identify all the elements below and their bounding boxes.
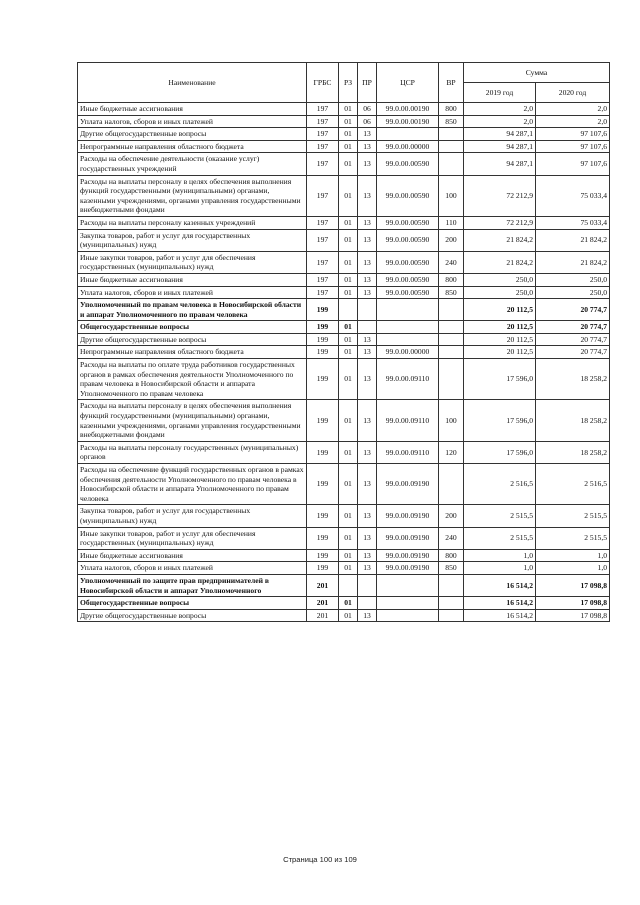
cell-sum-2019: 72 212,9: [464, 175, 536, 216]
cell-name: Уполномоченный по правам человека в Новосибирской области и аппарат Уполномоченного по правам человека: [78, 299, 307, 321]
cell-csr: 99.0.00.00590: [377, 286, 439, 299]
cell-sum-2020: 97 107,6: [536, 128, 610, 141]
cell-sum-2019: 20 112,5: [464, 333, 536, 346]
cell-rz: 01: [339, 321, 358, 334]
cell-vr: 850: [439, 286, 464, 299]
cell-vr: [439, 359, 464, 400]
table-row: [78, 273, 610, 286]
cell-name: Другие общегосударственные вопросы: [78, 333, 307, 346]
cell-pr: 13: [358, 251, 377, 273]
cell-sum-2019: 20 112,5: [464, 346, 536, 359]
cell-sum-2020: 250,0: [536, 286, 610, 299]
header-grbs: ГРБС: [307, 63, 339, 103]
cell-rz: 01: [339, 346, 358, 359]
cell-name: Другие общегосударственные вопросы: [78, 609, 307, 622]
cell-sum-2020: 1,0: [536, 562, 610, 575]
cell-vr: [439, 140, 464, 153]
cell-name: Расходы на обеспечение деятельности (оказание услуг) государственных учреждений: [78, 153, 307, 175]
cell-name: Уплата налогов, сборов и иных платежей: [78, 562, 307, 575]
cell-pr: 13: [358, 153, 377, 175]
cell-sum-2019: 17 596,0: [464, 400, 536, 441]
cell-sum-2020: 2,0: [536, 103, 610, 116]
cell-name: Иные бюджетные ассигнования: [78, 273, 307, 286]
cell-rz: 01: [339, 527, 358, 549]
table-row: [78, 115, 610, 128]
cell-csr: [377, 597, 439, 610]
cell-csr: 99.0.00.00190: [377, 115, 439, 128]
cell-csr: [377, 321, 439, 334]
cell-grbs: 201: [307, 609, 339, 622]
cell-name: Непрограммные направления областного бюджета: [78, 346, 307, 359]
cell-name: Расходы на выплаты по оплате труда работников государственных органов в рамках обеспечения деятельности Уполномоченного по правам человека в Новосибирской области и аппарата Уполномоченного по правам человека: [78, 359, 307, 400]
table-row: [78, 175, 610, 216]
cell-sum-2019: 17 596,0: [464, 441, 536, 463]
cell-grbs: 197: [307, 175, 339, 216]
cell-grbs: 197: [307, 286, 339, 299]
cell-vr: [439, 609, 464, 622]
cell-sum-2019: 2 515,5: [464, 505, 536, 527]
cell-pr: 13: [358, 140, 377, 153]
cell-pr: 13: [358, 505, 377, 527]
cell-name: Расходы на выплаты персоналу в целях обеспечения выполнения функций государственными (муниципальными) органами, казенными учреждениями, органами управления государственными внебюджетными фондами: [78, 175, 307, 216]
cell-grbs: 197: [307, 153, 339, 175]
cell-rz: 01: [339, 333, 358, 346]
cell-vr: 240: [439, 527, 464, 549]
cell-grbs: 197: [307, 273, 339, 286]
cell-sum-2020: 17 098,8: [536, 574, 610, 596]
cell-name: Расходы на выплаты персоналу государственных (муниципальных) органов: [78, 441, 307, 463]
cell-vr: 800: [439, 273, 464, 286]
cell-rz: 01: [339, 140, 358, 153]
cell-name: Расходы на выплаты персоналу в целях обеспечения выполнения функций государственными (муниципальными) органами, казенными учреждениями, органами управления государственными внебюджетными фондами: [78, 400, 307, 441]
cell-vr: 110: [439, 216, 464, 229]
table-row: [78, 153, 610, 175]
cell-rz: 01: [339, 251, 358, 273]
cell-sum-2019: 94 287,1: [464, 140, 536, 153]
table-row: [78, 103, 610, 116]
cell-vr: [439, 299, 464, 321]
cell-sum-2020: 20 774,7: [536, 299, 610, 321]
cell-sum-2020: 97 107,6: [536, 153, 610, 175]
cell-rz: 01: [339, 505, 358, 527]
header-pr: ПР: [358, 63, 377, 103]
cell-sum-2019: 2 516,5: [464, 464, 536, 505]
cell-rz: [339, 574, 358, 596]
cell-vr: [439, 321, 464, 334]
table-row: [78, 597, 610, 610]
cell-name: Иные бюджетные ассигнования: [78, 549, 307, 562]
cell-csr: [377, 333, 439, 346]
cell-pr: 13: [358, 333, 377, 346]
cell-sum-2019: 21 824,2: [464, 229, 536, 251]
table-row: [78, 549, 610, 562]
cell-name: Закупка товаров, работ и услуг для государственных (муниципальных) нужд: [78, 505, 307, 527]
cell-rz: 01: [339, 464, 358, 505]
cell-csr: 99.0.00.00590: [377, 229, 439, 251]
cell-csr: 99.0.00.09110: [377, 359, 439, 400]
cell-name: Расходы на выплаты персоналу казенных учреждений: [78, 216, 307, 229]
cell-grbs: 199: [307, 346, 339, 359]
table-row: [78, 441, 610, 463]
cell-rz: 01: [339, 286, 358, 299]
cell-name: Другие общегосударственные вопросы: [78, 128, 307, 141]
cell-sum-2020: 1,0: [536, 549, 610, 562]
cell-sum-2019: 21 824,2: [464, 251, 536, 273]
cell-sum-2020: 2 515,5: [536, 505, 610, 527]
table-row: [78, 609, 610, 622]
cell-csr: 99.0.00.00000: [377, 346, 439, 359]
cell-rz: 01: [339, 273, 358, 286]
cell-pr: [358, 597, 377, 610]
cell-name: Общегосударственные вопросы: [78, 321, 307, 334]
cell-rz: [339, 299, 358, 321]
cell-sum-2019: 250,0: [464, 286, 536, 299]
table-row: [78, 562, 610, 575]
cell-sum-2019: 16 514,2: [464, 597, 536, 610]
cell-vr: [439, 597, 464, 610]
cell-pr: 13: [358, 359, 377, 400]
header-year-2020: 2020 год: [536, 83, 610, 103]
cell-sum-2020: 75 033,4: [536, 216, 610, 229]
cell-vr: [439, 464, 464, 505]
cell-csr: 99.0.00.09190: [377, 527, 439, 549]
cell-grbs: 199: [307, 321, 339, 334]
budget-table: [77, 62, 610, 622]
cell-pr: 13: [358, 346, 377, 359]
cell-sum-2020: 18 258,2: [536, 441, 610, 463]
cell-sum-2020: 2 516,5: [536, 464, 610, 505]
cell-vr: 240: [439, 251, 464, 273]
cell-sum-2019: 17 596,0: [464, 359, 536, 400]
cell-csr: 99.0.00.09110: [377, 400, 439, 441]
cell-vr: 850: [439, 115, 464, 128]
cell-rz: 01: [339, 216, 358, 229]
cell-grbs: 199: [307, 527, 339, 549]
table-row: [78, 346, 610, 359]
cell-grbs: 199: [307, 562, 339, 575]
cell-pr: 13: [358, 128, 377, 141]
cell-rz: 01: [339, 549, 358, 562]
cell-sum-2019: 2 515,5: [464, 527, 536, 549]
table-row: [78, 464, 610, 505]
cell-sum-2019: 1,0: [464, 549, 536, 562]
table-row: [78, 216, 610, 229]
cell-pr: 13: [358, 229, 377, 251]
cell-csr: [377, 574, 439, 596]
cell-pr: [358, 574, 377, 596]
cell-sum-2019: 250,0: [464, 273, 536, 286]
cell-rz: 01: [339, 153, 358, 175]
cell-grbs: 199: [307, 441, 339, 463]
cell-csr: 99.0.00.00590: [377, 251, 439, 273]
cell-pr: 13: [358, 273, 377, 286]
cell-grbs: 201: [307, 597, 339, 610]
cell-name: Иные бюджетные ассигнования: [78, 103, 307, 116]
cell-rz: 01: [339, 359, 358, 400]
cell-grbs: 201: [307, 574, 339, 596]
header-rz: РЗ: [339, 63, 358, 103]
cell-grbs: 199: [307, 333, 339, 346]
cell-rz: 01: [339, 597, 358, 610]
cell-csr: 99.0.00.00590: [377, 273, 439, 286]
cell-vr: [439, 128, 464, 141]
cell-sum-2020: 20 774,7: [536, 333, 610, 346]
cell-pr: [358, 299, 377, 321]
table-row: [78, 400, 610, 441]
cell-rz: 01: [339, 400, 358, 441]
cell-pr: 13: [358, 400, 377, 441]
cell-rz: 01: [339, 175, 358, 216]
cell-rz: 01: [339, 229, 358, 251]
cell-grbs: 199: [307, 359, 339, 400]
cell-pr: 13: [358, 216, 377, 229]
cell-grbs: 199: [307, 400, 339, 441]
cell-sum-2020: 18 258,2: [536, 359, 610, 400]
cell-name: Общегосударственные вопросы: [78, 597, 307, 610]
cell-csr: 99.0.00.09190: [377, 549, 439, 562]
cell-name: Уполномоченный по защите прав предпринимателей в Новосибирской области и аппарат Уполномоченного: [78, 574, 307, 596]
cell-name: Непрограммные направления областного бюджета: [78, 140, 307, 153]
table-body: [78, 103, 610, 622]
table-row: [78, 505, 610, 527]
cell-rz: 01: [339, 609, 358, 622]
cell-csr: 99.0.00.00590: [377, 153, 439, 175]
cell-csr: 99.0.00.00190: [377, 103, 439, 116]
cell-name: Закупка товаров, работ и услуг для государственных (муниципальных) нужд: [78, 229, 307, 251]
cell-sum-2019: 94 287,1: [464, 128, 536, 141]
cell-sum-2019: 16 514,2: [464, 574, 536, 596]
cell-csr: [377, 128, 439, 141]
cell-pr: 13: [358, 175, 377, 216]
table-row: [78, 574, 610, 596]
table-row: [78, 299, 610, 321]
cell-pr: 06: [358, 115, 377, 128]
cell-sum-2020: 75 033,4: [536, 175, 610, 216]
cell-csr: 99.0.00.09110: [377, 441, 439, 463]
cell-grbs: 197: [307, 128, 339, 141]
table-row: [78, 128, 610, 141]
page-number: Страница 100 из 109: [283, 855, 357, 864]
cell-sum-2019: 2,0: [464, 103, 536, 116]
cell-sum-2020: 97 107,6: [536, 140, 610, 153]
cell-vr: [439, 333, 464, 346]
table-row: [78, 251, 610, 273]
cell-vr: 200: [439, 229, 464, 251]
cell-pr: [358, 321, 377, 334]
cell-rz: 01: [339, 103, 358, 116]
cell-pr: 06: [358, 103, 377, 116]
cell-vr: [439, 574, 464, 596]
cell-vr: 100: [439, 400, 464, 441]
cell-grbs: 199: [307, 464, 339, 505]
cell-grbs: 197: [307, 216, 339, 229]
cell-sum-2019: 16 514,2: [464, 609, 536, 622]
cell-sum-2019: 94 287,1: [464, 153, 536, 175]
cell-vr: 800: [439, 103, 464, 116]
cell-name: Уплата налогов, сборов и иных платежей: [78, 286, 307, 299]
cell-vr: [439, 346, 464, 359]
cell-rz: 01: [339, 441, 358, 463]
cell-grbs: 197: [307, 103, 339, 116]
cell-pr: 13: [358, 441, 377, 463]
cell-vr: 200: [439, 505, 464, 527]
cell-sum-2020: 17 098,8: [536, 597, 610, 610]
table-row: [78, 359, 610, 400]
cell-pr: 13: [358, 286, 377, 299]
cell-sum-2020: 21 824,2: [536, 251, 610, 273]
cell-csr: [377, 299, 439, 321]
cell-grbs: 197: [307, 229, 339, 251]
cell-name: Уплата налогов, сборов и иных платежей: [78, 115, 307, 128]
cell-vr: 100: [439, 175, 464, 216]
cell-sum-2019: 20 112,5: [464, 299, 536, 321]
header-name: Наименование: [78, 63, 307, 103]
cell-sum-2020: 21 824,2: [536, 229, 610, 251]
header-vr: ВР: [439, 63, 464, 103]
cell-sum-2020: 17 098,8: [536, 609, 610, 622]
table-row: [78, 527, 610, 549]
cell-pr: 13: [358, 549, 377, 562]
cell-sum-2019: 72 212,9: [464, 216, 536, 229]
cell-csr: 99.0.00.00590: [377, 216, 439, 229]
cell-pr: 13: [358, 562, 377, 575]
cell-sum-2020: 20 774,7: [536, 321, 610, 334]
cell-pr: 13: [358, 609, 377, 622]
cell-grbs: 197: [307, 115, 339, 128]
cell-csr: 99.0.00.00000: [377, 140, 439, 153]
cell-rz: 01: [339, 128, 358, 141]
cell-csr: 99.0.00.09190: [377, 562, 439, 575]
cell-grbs: 199: [307, 299, 339, 321]
cell-vr: 850: [439, 562, 464, 575]
cell-pr: 13: [358, 464, 377, 505]
cell-sum-2020: 2 515,5: [536, 527, 610, 549]
cell-sum-2020: 250,0: [536, 273, 610, 286]
cell-rz: 01: [339, 562, 358, 575]
cell-sum-2019: 20 112,5: [464, 321, 536, 334]
cell-rz: 01: [339, 115, 358, 128]
cell-name: Расходы на обеспечение функций государственных органов в рамках обеспечения деятельности Уполномоченного по правам человека в Новосибирской области и аппарата Уполномоченного по правам человека: [78, 464, 307, 505]
table-row: [78, 286, 610, 299]
table-row: [78, 229, 610, 251]
cell-csr: 99.0.00.09190: [377, 464, 439, 505]
cell-vr: 800: [439, 549, 464, 562]
cell-csr: 99.0.00.00590: [377, 175, 439, 216]
cell-sum-2019: 1,0: [464, 562, 536, 575]
table-row: [78, 140, 610, 153]
cell-grbs: 197: [307, 251, 339, 273]
cell-csr: 99.0.00.09190: [377, 505, 439, 527]
cell-name: Иные закупки товаров, работ и услуг для обеспечения государственных (муниципальных) нужд: [78, 527, 307, 549]
cell-sum-2020: 20 774,7: [536, 346, 610, 359]
cell-grbs: 197: [307, 140, 339, 153]
cell-pr: 13: [358, 527, 377, 549]
cell-vr: 120: [439, 441, 464, 463]
cell-sum-2019: 2,0: [464, 115, 536, 128]
cell-name: Иные закупки товаров, работ и услуг для обеспечения государственных (муниципальных) нужд: [78, 251, 307, 273]
cell-grbs: 199: [307, 549, 339, 562]
table-row: [78, 321, 610, 334]
table-row: [78, 333, 610, 346]
header-csr: ЦСР: [377, 63, 439, 103]
header-year-2019: 2019 год: [464, 83, 536, 103]
cell-grbs: 199: [307, 505, 339, 527]
header-sum: Сумма: [464, 63, 610, 83]
cell-sum-2020: 2,0: [536, 115, 610, 128]
cell-csr: [377, 609, 439, 622]
cell-sum-2020: 18 258,2: [536, 400, 610, 441]
cell-vr: [439, 153, 464, 175]
